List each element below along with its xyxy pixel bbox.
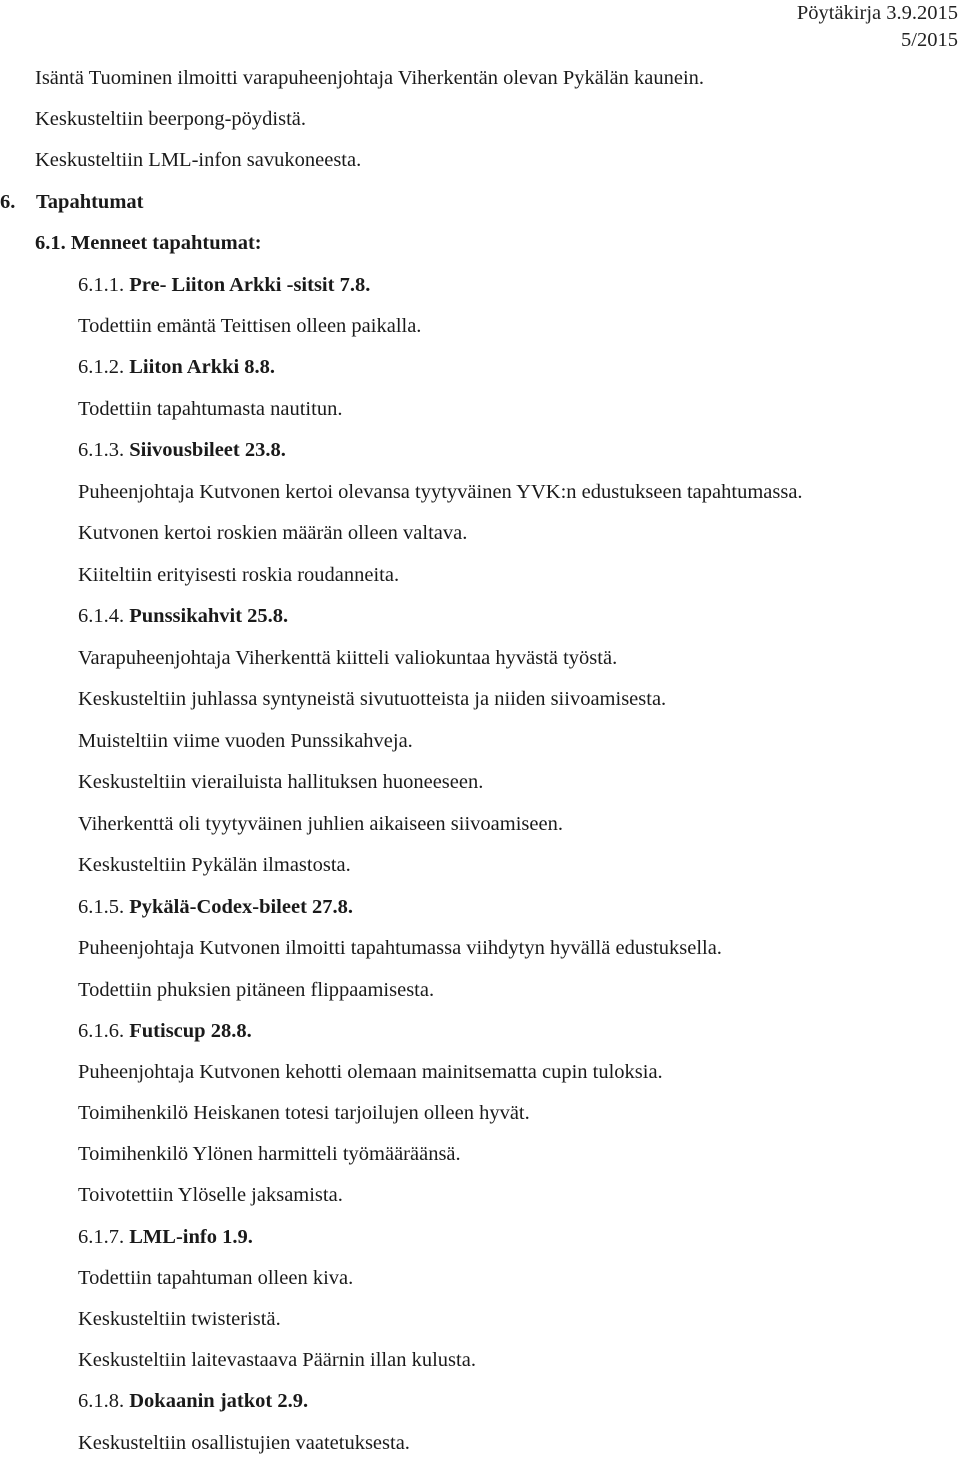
document-title: Pöytäkirja 3.9.2015 bbox=[796, 2, 958, 24]
event-line: Keskusteltiin laitevastaava Päärnin illan kulusta. bbox=[78, 1349, 476, 1371]
page-header bbox=[797, 0, 958, 54]
event-line: Toimihenkilö Ylönen harmitteli työmääräänsä. bbox=[78, 1143, 461, 1165]
subsection-heading bbox=[35, 231, 262, 255]
section-title: Tapahtumat bbox=[36, 191, 144, 213]
event-line: Kutvonen kertoi roskien määrän olleen valtava. bbox=[78, 522, 468, 544]
event-heading bbox=[78, 438, 286, 462]
event-line: Puheenjohtaja Kutvonen kehotti olemaan mainitsematta cupin tuloksia. bbox=[78, 1061, 663, 1083]
event-title: Punssikahvit 25.8. bbox=[129, 605, 289, 627]
event-title: Liiton Arkki 8.8. bbox=[129, 356, 276, 378]
event-line: Muisteltiin viime vuoden Punssikahveja. bbox=[78, 730, 413, 752]
event-heading bbox=[78, 1019, 252, 1043]
event-heading bbox=[78, 355, 275, 379]
event-title: Futiscup 28.8. bbox=[129, 1020, 252, 1042]
event-number: 6.1.8. bbox=[78, 1390, 125, 1412]
event-line: Viherkenttä oli tyytyväinen juhlien aikaiseen siivoamiseen. bbox=[78, 813, 563, 835]
event-number: 6.1.2. bbox=[78, 356, 125, 378]
event-line: Todettiin emäntä Teittisen olleen paikalla. bbox=[78, 315, 422, 337]
event-number: 6.1.5. bbox=[78, 896, 125, 918]
intro-line: Isäntä Tuominen ilmoitti varapuheenjohtaja Viherkentän olevan Pykälän kaunein. bbox=[35, 67, 705, 89]
event-line: Puheenjohtaja Kutvonen ilmoitti tapahtumassa viihdytyn hyvällä edustuksella. bbox=[78, 937, 722, 959]
event-line: Keskusteltiin vierailuista hallituksen huoneeseen. bbox=[78, 771, 484, 793]
section-number: 6. bbox=[0, 191, 16, 213]
subsection-title: Menneet tapahtumat: bbox=[70, 232, 262, 254]
event-number: 6.1.6. bbox=[78, 1020, 125, 1042]
event-title: Pre- Liiton Arkki -sitsit 7.8. bbox=[129, 274, 371, 296]
event-line: Keskusteltiin Pykälän ilmastosta. bbox=[78, 854, 351, 876]
event-line: Todettiin phuksien pitäneen flippaamisesta. bbox=[78, 979, 435, 1001]
event-heading bbox=[78, 1389, 308, 1413]
event-line: Puheenjohtaja Kutvonen kertoi olevansa tyytyväinen YVK:n edustukseen tapahtumassa. bbox=[78, 481, 803, 503]
event-line: Keskusteltiin juhlassa syntyneistä sivutuotteista ja niiden siivoamisesta. bbox=[78, 688, 667, 710]
event-title: LML-info 1.9. bbox=[129, 1226, 253, 1248]
event-line: Keskusteltiin osallistujien vaatetuksesta. bbox=[78, 1432, 410, 1454]
event-line: Kiiteltiin erityisesti roskia roudanneita. bbox=[78, 564, 400, 586]
intro-line: Keskusteltiin LML-infon savukoneesta. bbox=[35, 149, 362, 171]
event-line: Todettiin tapahtumasta nautitun. bbox=[78, 398, 343, 420]
event-title: Dokaanin jatkot 2.9. bbox=[129, 1390, 309, 1412]
event-title: Pykälä-Codex-bileet 27.8. bbox=[129, 896, 354, 918]
intro-line: Keskusteltiin beerpong-pöydistä. bbox=[35, 108, 307, 130]
event-line: Toivotettiin Ylöselle jaksamista. bbox=[78, 1184, 343, 1206]
event-title: Siivousbileet 23.8. bbox=[129, 439, 286, 461]
event-heading bbox=[78, 273, 370, 297]
event-line: Toimihenkilö Heiskanen totesi tarjoilujen olleen hyvät. bbox=[78, 1102, 530, 1124]
event-line: Todettiin tapahtuman olleen kiva. bbox=[78, 1267, 354, 1289]
document-number: 5/2015 bbox=[901, 29, 958, 51]
section-heading bbox=[0, 190, 143, 214]
event-line: Keskusteltiin twisteristä. bbox=[78, 1308, 281, 1330]
event-heading bbox=[78, 604, 288, 628]
event-number: 6.1.4. bbox=[78, 605, 125, 627]
subsection-number: 6.1. bbox=[35, 232, 66, 254]
event-number: 6.1.1. bbox=[78, 274, 125, 296]
event-heading bbox=[78, 895, 353, 919]
event-line: Varapuheenjohtaja Viherkenttä kiitteli valiokuntaa hyvästä työstä. bbox=[78, 647, 618, 669]
event-number: 6.1.3. bbox=[78, 439, 125, 461]
event-heading bbox=[78, 1225, 253, 1249]
event-number: 6.1.7. bbox=[78, 1226, 125, 1248]
